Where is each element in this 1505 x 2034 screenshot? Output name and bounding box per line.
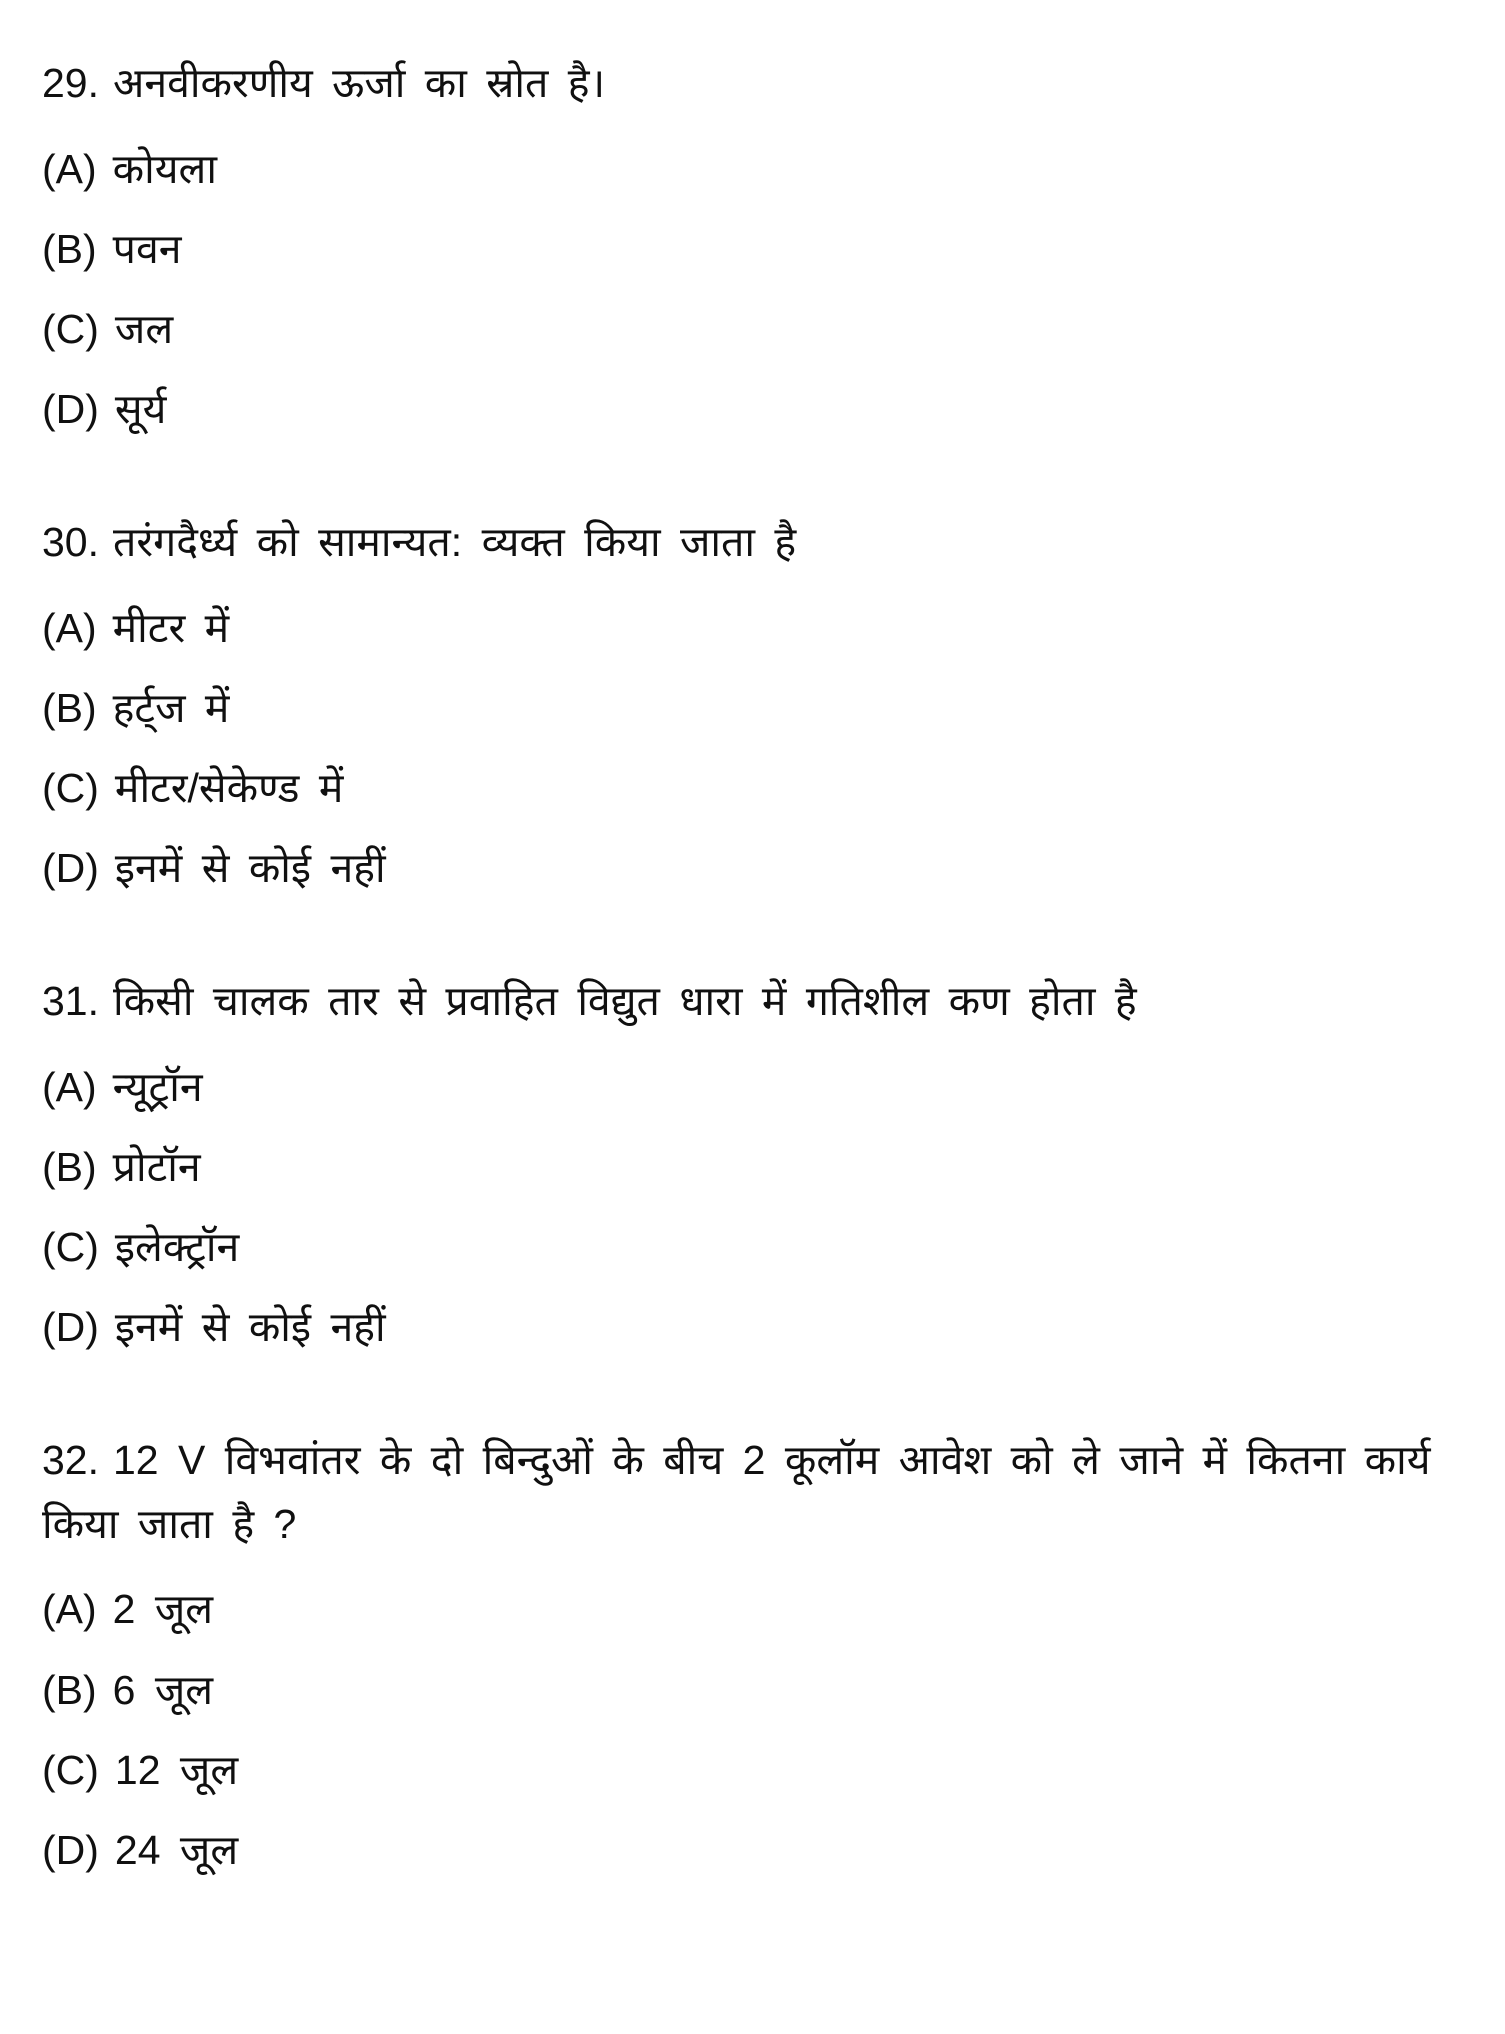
option-text: पवन [112,225,182,272]
option-row [42,685,1471,732]
question-number: 31. [42,978,99,1025]
question-block [42,970,1471,1351]
option-row [42,765,1471,812]
option-label: (B) [42,1666,97,1713]
option-row [42,226,1471,273]
question-line [42,52,1471,116]
question-line [42,511,1471,575]
option-text: इलेक्ट्रॉन [114,1224,240,1271]
option-label: (C) [42,305,99,352]
option-text: इनमें से कोई नहीं [114,1304,386,1351]
option-row [42,1064,1471,1111]
option-row [42,1144,1471,1191]
option-text: 24 जूल [114,1826,239,1873]
question-line [42,1429,1471,1556]
question-number: 32. [42,1437,99,1484]
option-label: (A) [42,1586,97,1633]
question-block [42,511,1471,892]
question-text: अनवीकरणीय ऊर्जा का स्रोत है। [113,60,606,106]
option-label: (D) [42,1304,99,1351]
option-row [42,1827,1471,1874]
option-text: कोयला [112,145,217,192]
question-number: 30. [42,519,99,566]
option-label: (D) [42,1826,99,1873]
option-text: 2 जूल [112,1586,214,1633]
option-row [42,386,1471,433]
option-row [42,845,1471,892]
option-text: मीटर/सेकेण्ड में [114,764,344,811]
option-text: न्यूट्रॉन [112,1063,203,1110]
option-text: हर्ट्ज में [112,684,230,731]
question-number: 29. [42,60,99,106]
option-label: (A) [42,145,97,192]
option-text: मीटर में [112,604,230,651]
option-row [42,1304,1471,1351]
option-label: (B) [42,684,97,731]
option-text: इनमें से कोई नहीं [114,845,386,892]
question-text: 12 V विभवांतर के दो बिन्दुओं के बीच 2 कूलॉम आवेश को ले जाने में कितना कार्य किया जाता है ? [42,1437,1431,1547]
option-label: (C) [42,1746,99,1793]
question-line [42,970,1471,1034]
question-text: किसी चालक तार से प्रवाहित विद्युत धारा में गतिशील कण होता है [113,978,1137,1025]
option-row [42,1224,1471,1271]
option-row [42,1747,1471,1794]
option-row [42,306,1471,353]
option-label: (C) [42,764,99,811]
option-label: (D) [42,845,99,892]
question-text: तरंगदैर्ध्य को सामान्यत: व्यक्त किया जाता है [113,519,797,566]
option-text: प्रोटॉन [112,1143,201,1190]
option-text: सूर्य [114,385,167,432]
option-label: (D) [42,385,99,432]
option-row [42,605,1471,652]
question-block [42,1429,1471,1874]
option-label: (B) [42,225,97,272]
option-label: (C) [42,1224,99,1271]
question-block [42,52,1471,433]
option-label: (A) [42,604,97,651]
option-label: (A) [42,1063,97,1110]
option-label: (B) [42,1143,97,1190]
option-text: 6 जूल [112,1666,214,1713]
option-row [42,1586,1471,1633]
option-row [42,146,1471,193]
option-text: जल [114,305,174,352]
option-row [42,1667,1471,1714]
option-text: 12 जूल [114,1746,239,1793]
